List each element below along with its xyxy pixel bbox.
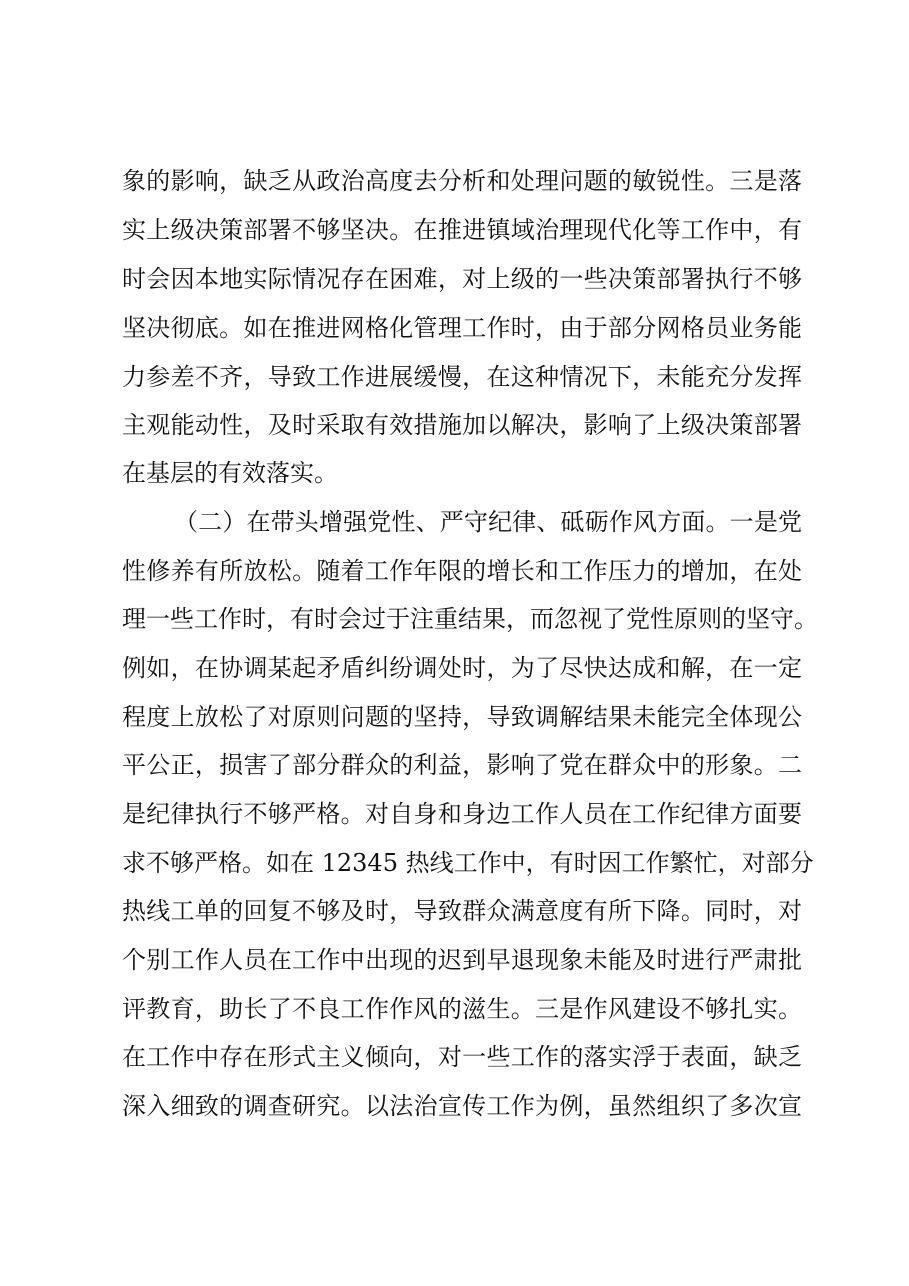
body-text-line: 坚决彻底。如在推进网格化管理工作时，由于部分网格员业务能 xyxy=(122,314,802,342)
body-text-line: 理一些工作时，有时会过于注重结果，而忽视了党性原则的坚守。 xyxy=(122,605,818,633)
body-text-line: 评教育，助长了不良工作作风的滋生。三是作风建设不够扎实。 xyxy=(122,995,802,1023)
body-text-line: 在工作中存在形式主义倾向，对一些工作的落实浮于表面，缺乏 xyxy=(122,1043,802,1071)
body-text-line: 主观能动性，及时采取有效措施加以解决，影响了上级决策部署 xyxy=(122,411,802,439)
body-text-line: 深入细致的调查研究。以法治宣传工作为例，虽然组织了多次宣 xyxy=(122,1092,802,1120)
body-text-line: 平公正，损害了部分群众的利益，影响了党在群众中的形象。二 xyxy=(122,751,802,779)
body-text-line: 求不够严格。如在 12345 热线工作中，有时因工作繁忙，对部分 xyxy=(122,849,814,877)
body-text-line: 实上级决策部署不够坚决。在推进镇域治理现代化等工作中，有 xyxy=(122,216,802,244)
body-text-line: 程度上放松了对原则问题的坚持，导致调解结果未能完全体现公 xyxy=(122,703,802,731)
body-text-line: 热线工单的回复不够及时，导致群众满意度有所下降。同时，对 xyxy=(122,897,802,925)
body-text-line: 是纪律执行不够严格。对自身和身边工作人员在工作纪律方面要 xyxy=(122,800,802,828)
section-heading-line: （二）在带头增强党性、严守纪律、砥砺作风方面。一是党 xyxy=(174,508,802,536)
body-text-line: 个别工作人员在工作中出现的迟到早退现象未能及时进行严肃批 xyxy=(122,946,802,974)
body-text-line: 象的影响，缺乏从政治高度去分析和处理问题的敏锐性。三是落 xyxy=(122,167,802,195)
body-text-line: 性修养有所放松。随着工作年限的增长和工作压力的增加，在处 xyxy=(122,557,802,585)
body-text-line: 力参差不齐，导致工作进展缓慢，在这种情况下，未能充分发挥 xyxy=(122,363,802,391)
body-text-line: 例如，在协调某起矛盾纠纷调处时，为了尽快达成和解，在一定 xyxy=(122,654,802,682)
body-text-line: 在基层的有效落实。 xyxy=(122,459,338,487)
body-text-line: 时会因本地实际情况存在困难，对上级的一些决策部署执行不够 xyxy=(122,265,802,293)
